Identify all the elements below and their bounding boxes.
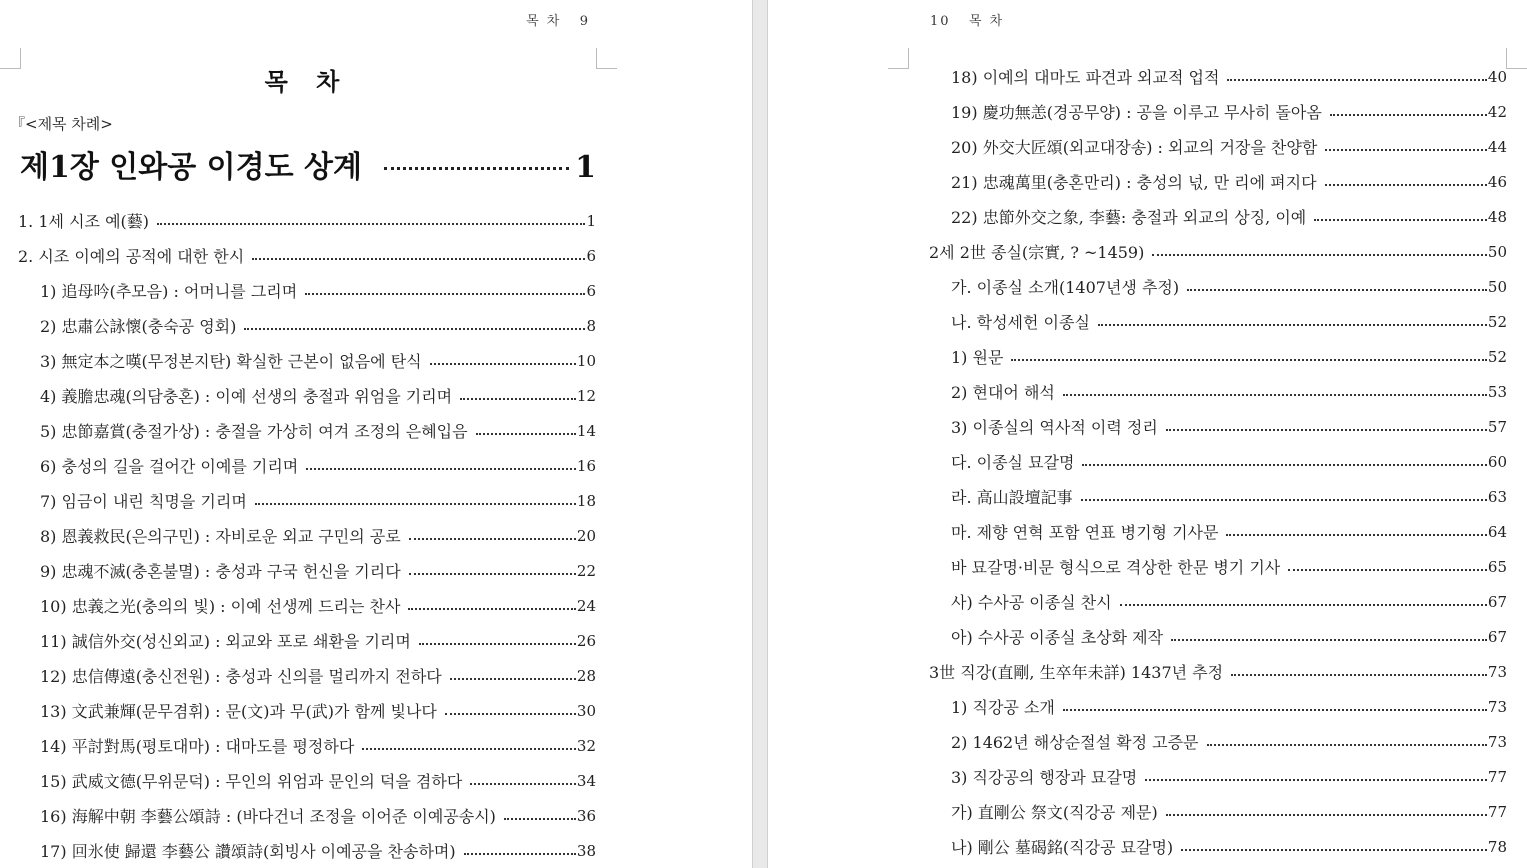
toc-entry-page-number: 36 bbox=[576, 806, 596, 825]
toc-entry[interactable] bbox=[18, 343, 596, 378]
toc-entry-title: 1. 1세 시조 예(藝) bbox=[18, 212, 150, 231]
toc-entry-title: 1) 원문 bbox=[951, 348, 1004, 367]
dot-leader bbox=[409, 573, 576, 575]
toc-entry-title: 17) 回氷使 歸還 李藝公 讚頌詩(회빙사 이예공을 찬송하며) bbox=[40, 842, 456, 861]
chapter-dot-leader bbox=[384, 167, 569, 170]
toc-entry-page-number: 14 bbox=[576, 421, 596, 440]
dot-leader bbox=[255, 503, 576, 505]
dot-leader bbox=[460, 398, 576, 400]
dot-leader bbox=[1152, 254, 1487, 256]
dot-leader bbox=[1227, 79, 1486, 81]
toc-entry-page-number: 57 bbox=[1487, 417, 1507, 436]
toc-entry-title: 2) 1462년 해상순절설 확정 고증문 bbox=[951, 733, 1199, 752]
toc-entry-title: 11) 誠信外交(성신외교) : 외교와 포로 쇄환을 기리며 bbox=[40, 632, 411, 651]
toc-entry-title: 3) 無定本之嘆(무정본지탄) 확실한 근본이 없음에 탄식 bbox=[40, 352, 422, 371]
toc-entry-title: 19) 慶功無恙(경공무양) : 공을 이루고 무사히 돌아옴 bbox=[951, 103, 1322, 122]
toc-entry[interactable] bbox=[18, 238, 596, 273]
toc-entry-page-number: 67 bbox=[1487, 592, 1507, 611]
toc-entry-title: 9) 忠魂不滅(충혼불멸) : 충성과 구국 헌신을 기리다 bbox=[40, 562, 401, 581]
toc-entry[interactable] bbox=[18, 308, 596, 343]
toc-entry-title: 다. 이종실 묘갈명 bbox=[951, 453, 1075, 472]
toc-entry[interactable] bbox=[18, 833, 596, 868]
toc-style-marker: 『<제목 차례> bbox=[10, 115, 113, 133]
dot-leader bbox=[445, 713, 576, 715]
toc-entry[interactable] bbox=[929, 269, 1507, 304]
dot-leader bbox=[470, 783, 576, 785]
toc-entry[interactable] bbox=[929, 654, 1507, 689]
toc-entry[interactable] bbox=[929, 59, 1507, 94]
toc-entry-page-number: 12 bbox=[576, 386, 596, 405]
toc-entry-title: 2세 2世 종실(宗實, ? ~1459) bbox=[929, 243, 1145, 262]
toc-entry-page-number: 8 bbox=[586, 316, 596, 335]
toc-entry[interactable] bbox=[929, 724, 1507, 759]
dot-leader bbox=[244, 328, 585, 330]
dot-leader bbox=[464, 853, 576, 855]
page-gutter bbox=[752, 0, 768, 868]
chapter-heading-text: 제1장 인와공 이경도 상계 bbox=[20, 150, 363, 185]
toc-entry-page-number: 6 bbox=[586, 281, 596, 300]
toc-entry-title: 사) 수사공 이종실 찬시 bbox=[951, 593, 1112, 612]
crop-mark-right-top-left bbox=[888, 48, 909, 69]
toc-entry[interactable] bbox=[929, 339, 1507, 374]
toc-entry-title: 16) 海解中朝 李藝公頌詩 : (바다건너 조정을 이어준 이예공송시) bbox=[40, 807, 496, 826]
dot-leader bbox=[1187, 289, 1487, 291]
toc-entry-page-number: 18 bbox=[576, 491, 596, 510]
toc-entry-page-number: 44 bbox=[1487, 137, 1507, 156]
toc-entry[interactable] bbox=[929, 549, 1507, 584]
toc-entry[interactable] bbox=[929, 794, 1507, 829]
toc-entry-title: 14) 平討對馬(평토대마) : 대마도를 평정하다 bbox=[40, 737, 355, 756]
toc-entry-page-number: 16 bbox=[576, 456, 596, 475]
toc-entry-page-number: 42 bbox=[1487, 102, 1507, 121]
toc-entry-title: 3) 이종실의 역사적 이력 정리 bbox=[951, 418, 1158, 437]
toc-entry-page-number: 73 bbox=[1487, 697, 1507, 716]
toc-entry[interactable] bbox=[18, 413, 596, 448]
dot-leader bbox=[1207, 744, 1487, 746]
toc-entry-title: 1) 追母吟(추모음) : 어머니를 그리며 bbox=[40, 282, 298, 301]
dot-leader bbox=[1145, 779, 1487, 781]
toc-entry-page-number: 52 bbox=[1487, 347, 1507, 366]
toc-entry-page-number: 30 bbox=[576, 701, 596, 720]
dot-leader bbox=[1325, 184, 1487, 186]
toc-entry-page-number: 10 bbox=[576, 351, 596, 370]
toc-entry[interactable] bbox=[18, 518, 596, 553]
toc-entry-title: 12) 忠信傳遠(충신전원) : 충성과 신의를 멀리까지 전하다 bbox=[40, 667, 442, 686]
dot-leader bbox=[430, 363, 576, 365]
toc-entry-page-number: 60 bbox=[1487, 452, 1507, 471]
dot-leader bbox=[1288, 569, 1487, 571]
toc-entry-title: 18) 이예의 대마도 파견과 외교적 업적 bbox=[951, 68, 1220, 87]
toc-entry[interactable] bbox=[929, 409, 1507, 444]
toc-entry-page-number: 28 bbox=[576, 666, 596, 685]
toc-entry-page-number: 50 bbox=[1487, 242, 1507, 261]
dot-leader bbox=[419, 643, 576, 645]
toc-entry[interactable] bbox=[929, 829, 1507, 864]
toc-entry-page-number: 20 bbox=[576, 526, 596, 545]
dot-leader bbox=[1098, 324, 1487, 326]
toc-entry[interactable] bbox=[929, 689, 1507, 724]
dot-leader bbox=[1082, 464, 1486, 466]
toc-entry-page-number: 26 bbox=[576, 631, 596, 650]
toc-entry[interactable] bbox=[18, 623, 596, 658]
toc-entry[interactable] bbox=[929, 234, 1507, 269]
toc-entry-page-number: 77 bbox=[1487, 802, 1507, 821]
dot-leader bbox=[450, 678, 576, 680]
toc-entry-title: 2. 시조 이예의 공적에 대한 한시 bbox=[18, 247, 245, 266]
dot-leader bbox=[1081, 499, 1487, 501]
toc-entry-title: 3) 직강공의 행장과 묘갈명 bbox=[951, 768, 1138, 787]
dot-leader bbox=[476, 433, 576, 435]
toc-entry[interactable] bbox=[929, 129, 1507, 164]
toc-entry-title: 가) 直剛公 祭文(직강공 제문) bbox=[951, 803, 1158, 822]
dot-leader bbox=[408, 608, 575, 610]
toc-entry-title: 7) 임금이 내린 칙명을 기리며 bbox=[40, 492, 247, 511]
toc-entry-page-number: 64 bbox=[1487, 522, 1507, 541]
toc-entry-page-number: 22 bbox=[576, 561, 596, 580]
left-running-header: 목 차 9 bbox=[526, 14, 590, 29]
dot-leader bbox=[305, 293, 585, 295]
toc-entry[interactable] bbox=[929, 444, 1507, 479]
dot-leader bbox=[306, 468, 576, 470]
toc-entry-title: 나. 학성세헌 이종실 bbox=[951, 313, 1090, 332]
toc-entry-title: 나) 剛公 墓碣銘(직강공 묘갈명) bbox=[951, 838, 1174, 857]
dot-leader bbox=[1120, 604, 1487, 606]
toc-entry-page-number: 78 bbox=[1487, 837, 1507, 856]
toc-entry-page-number: 32 bbox=[576, 736, 596, 755]
toc-entry[interactable] bbox=[18, 483, 596, 518]
dot-leader bbox=[504, 818, 576, 820]
toc-entry[interactable] bbox=[18, 378, 596, 413]
toc-entry-title: 6) 충성의 길을 걸어간 이예를 기리며 bbox=[40, 457, 299, 476]
toc-entry-page-number: 40 bbox=[1487, 67, 1507, 86]
toc-entry[interactable] bbox=[18, 728, 596, 763]
toc-entry[interactable] bbox=[18, 553, 596, 588]
dot-leader bbox=[1330, 114, 1487, 116]
chapter-heading[interactable] bbox=[20, 142, 596, 186]
toc-entry-page-number: 1 bbox=[586, 211, 596, 230]
toc-entry[interactable] bbox=[929, 479, 1507, 514]
toc-entry-title: 20) 外交大匠頌(외교대장송) : 외교의 거장을 찬양함 bbox=[951, 138, 1318, 157]
right-page bbox=[768, 0, 1527, 868]
toc-entry[interactable] bbox=[18, 693, 596, 728]
dot-leader bbox=[1063, 394, 1487, 396]
toc-entry-title: 1) 직강공 소개 bbox=[951, 698, 1055, 717]
toc-entry[interactable] bbox=[929, 199, 1507, 234]
toc-entry[interactable] bbox=[929, 94, 1507, 129]
toc-entry[interactable] bbox=[929, 619, 1507, 654]
chapter-page-number: 1 bbox=[575, 150, 596, 185]
left-toc-list bbox=[18, 203, 596, 868]
dot-leader bbox=[1314, 219, 1487, 221]
right-toc-list bbox=[929, 59, 1507, 864]
toc-entry[interactable] bbox=[18, 588, 596, 623]
left-page bbox=[0, 0, 752, 868]
toc-entry-title: 4) 義膽忠魂(의담충혼) : 이예 선생의 충절과 위엄을 기리며 bbox=[40, 387, 453, 406]
toc-entry-page-number: 63 bbox=[1487, 487, 1507, 506]
page-title: 목 차 bbox=[264, 67, 350, 96]
toc-entry-title: 가. 이종실 소개(1407년생 추정) bbox=[951, 278, 1180, 297]
dot-leader bbox=[1231, 674, 1487, 676]
toc-entry-title: 8) 恩義救民(은의구민) : 자비로운 외교 구민의 공로 bbox=[40, 527, 401, 546]
toc-entry[interactable] bbox=[929, 514, 1507, 549]
toc-entry-page-number: 52 bbox=[1487, 312, 1507, 331]
right-running-header: 10 목 차 bbox=[930, 14, 1005, 29]
crop-mark-right-top-right bbox=[1506, 48, 1527, 69]
toc-entry-title: 13) 文武兼輝(문무겸휘) : 문(文)과 무(武)가 함께 빛나다 bbox=[40, 702, 437, 721]
toc-entry-title: 바 묘갈명·비문 형식으로 격상한 한문 병기 기사 bbox=[951, 558, 1281, 577]
toc-entry-page-number: 34 bbox=[576, 771, 596, 790]
toc-entry[interactable] bbox=[929, 584, 1507, 619]
dot-leader bbox=[252, 258, 585, 260]
toc-entry[interactable] bbox=[929, 304, 1507, 339]
dot-leader bbox=[1166, 429, 1487, 431]
dot-leader bbox=[1181, 849, 1487, 851]
toc-entry[interactable] bbox=[18, 658, 596, 693]
toc-entry-page-number: 24 bbox=[576, 596, 596, 615]
dot-leader bbox=[1171, 639, 1487, 641]
dot-leader bbox=[157, 223, 585, 225]
toc-entry[interactable] bbox=[929, 374, 1507, 409]
toc-entry[interactable] bbox=[18, 448, 596, 483]
toc-entry[interactable] bbox=[18, 273, 596, 308]
dot-leader bbox=[409, 538, 576, 540]
toc-entry-title: 22) 忠節外交之象, 李藝: 충절과 외교의 상징, 이예 bbox=[951, 208, 1307, 227]
toc-entry-title: 5) 忠節嘉賞(충절가상) : 충절을 가상히 여겨 조정의 은혜입음 bbox=[40, 422, 468, 441]
dot-leader bbox=[1011, 359, 1486, 361]
toc-entry[interactable] bbox=[18, 798, 596, 833]
toc-entry-page-number: 53 bbox=[1487, 382, 1507, 401]
dot-leader bbox=[1325, 149, 1487, 151]
toc-entry-page-number: 65 bbox=[1487, 557, 1507, 576]
dot-leader bbox=[1226, 534, 1486, 536]
toc-entry-page-number: 46 bbox=[1487, 172, 1507, 191]
dot-leader bbox=[362, 748, 576, 750]
toc-entry-title: 라. 高山設壇記事 bbox=[951, 488, 1073, 507]
toc-entry-title: 15) 武威文德(무위문덕) : 무인의 위엄과 문인의 덕을 겸하다 bbox=[40, 772, 463, 791]
toc-entry-title: 21) 忠魂萬里(충혼만리) : 충성의 넋, 만 리에 펴지다 bbox=[951, 173, 1317, 192]
toc-entry-title: 3世 직강(直剛, 生卒年未詳) 1437년 추정 bbox=[929, 663, 1224, 682]
toc-entry[interactable] bbox=[929, 759, 1507, 794]
toc-entry-title: 10) 忠義之光(충의의 빛) : 이예 선생께 드리는 찬사 bbox=[40, 597, 401, 616]
toc-entry-page-number: 73 bbox=[1487, 732, 1507, 751]
toc-entry[interactable] bbox=[18, 203, 596, 238]
toc-entry-page-number: 50 bbox=[1487, 277, 1507, 296]
toc-entry[interactable] bbox=[929, 164, 1507, 199]
toc-entry-title: 아) 수사공 이종실 초상화 제작 bbox=[951, 628, 1164, 647]
toc-entry-page-number: 6 bbox=[586, 246, 596, 265]
toc-entry-title: 2) 忠肅公詠懷(충숙공 영회) bbox=[40, 317, 237, 336]
toc-entry-page-number: 73 bbox=[1487, 662, 1507, 681]
toc-entry-title: 마. 제향 연혁 포함 연표 병기형 기사문 bbox=[951, 523, 1219, 542]
dot-leader bbox=[1063, 709, 1487, 711]
toc-entry-page-number: 38 bbox=[576, 841, 596, 860]
toc-entry[interactable] bbox=[18, 763, 596, 798]
toc-entry-page-number: 48 bbox=[1487, 207, 1507, 226]
toc-entry-page-number: 67 bbox=[1487, 627, 1507, 646]
toc-entry-title: 2) 현대어 해석 bbox=[951, 383, 1055, 402]
dot-leader bbox=[1166, 814, 1487, 816]
toc-entry-page-number: 77 bbox=[1487, 767, 1507, 786]
